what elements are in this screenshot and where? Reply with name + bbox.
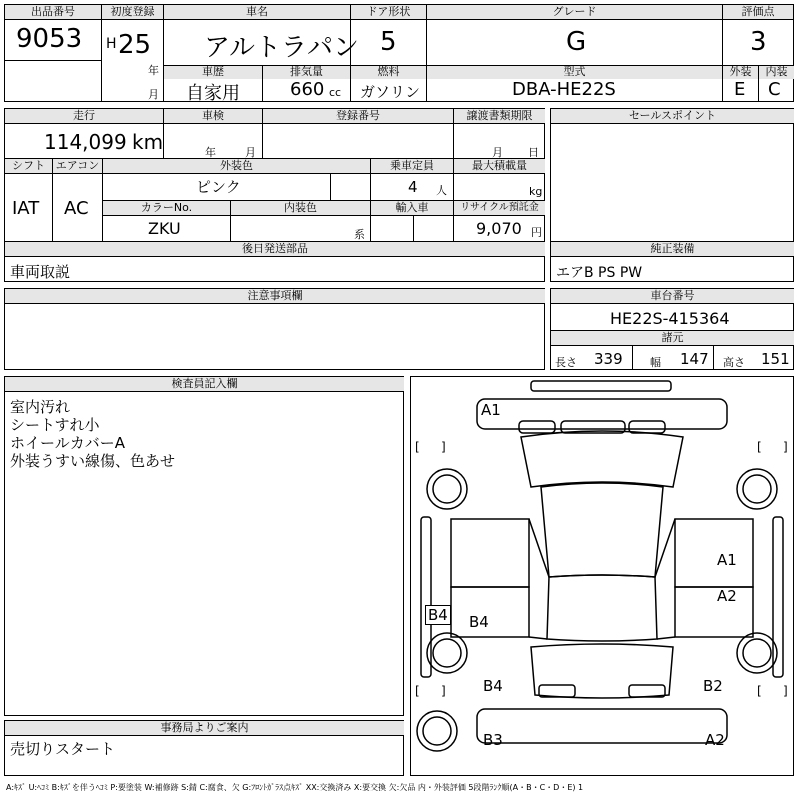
door: 5 <box>380 27 397 57</box>
inspector-line-4: 外装うすい線傷、色あせ <box>10 452 176 470</box>
svg-text:[: [ <box>415 684 420 698</box>
recycle-label: リサイクル預託金 <box>454 201 545 216</box>
chassis-label: 車台番号 <box>551 289 794 304</box>
int-color-unit: 系 <box>354 228 365 241</box>
door-label: ドア形状 <box>351 5 426 20</box>
transfer-label: 譲渡書類期限 <box>454 109 545 124</box>
width: 147 <box>680 350 709 368</box>
grade-label: グレード <box>427 5 722 20</box>
shift-label: シフト <box>5 159 52 174</box>
displacement-unit: cc <box>329 86 342 99</box>
era: H <box>106 36 117 52</box>
inspector-label: 検査員記入欄 <box>5 377 404 392</box>
ext-color: ピンク <box>196 178 241 196</box>
recycle-unit: 円 <box>531 226 542 239</box>
car-name-label: 車名 <box>164 5 350 20</box>
mark-right-mid-a2: A2 <box>717 587 737 605</box>
first-reg-label: 初度登録 <box>102 5 163 20</box>
inspection-year-unit: 年 <box>205 146 216 159</box>
car-name: アルトラパン <box>204 33 359 63</box>
exterior-score: E <box>734 79 746 100</box>
model-label: 型式 <box>427 66 722 79</box>
later-parts-label: 後日発送部品 <box>5 242 545 257</box>
mark-right-front-a1: A1 <box>717 551 737 569</box>
office-text: 売切りスタート <box>10 740 116 758</box>
exterior-label: 外装 <box>723 66 758 79</box>
mileage-label: 走行 <box>5 109 163 124</box>
inspector-line-2: シートすれ小 <box>10 416 100 434</box>
fuel-label: 燃料 <box>351 66 426 79</box>
svg-text:[: [ <box>757 684 762 698</box>
month-unit: 月 <box>148 88 159 101</box>
score-label: 評価点 <box>723 5 793 20</box>
score: 3 <box>750 27 767 57</box>
inspector-line-3: ホイールカバーA <box>10 434 125 452</box>
reg-no-label: 登録番号 <box>263 109 453 124</box>
svg-text:]: ] <box>441 440 446 454</box>
load-unit: kg <box>529 185 543 198</box>
legend: A:ｷｽﾞ U:ﾍｺﾐ B:ｷｽﾞを伴うﾍｺﾐ P:要塗装 W:補修跡 S:錆 C:腐食、欠 G:ﾌﾛﾝﾄｶﾞﾗｽ点ｷｽﾞ XX:交換済み X:要交換 欠:欠品 内・外装評価 5段階ﾗﾝｸ順(A・B・C・D・E) 1 <box>6 783 584 792</box>
specs-label: 諸元 <box>551 331 794 346</box>
displacement: 660 <box>290 79 325 100</box>
svg-text:[: [ <box>757 440 762 454</box>
height-label: 高さ <box>723 356 745 369</box>
recycle-fee: 9,070 <box>476 219 522 238</box>
lot-no: 9053 <box>16 24 83 54</box>
mileage-unit: km <box>132 130 164 154</box>
model: DBA-HE22S <box>512 79 616 100</box>
transfer-month-unit: 月 <box>492 146 503 159</box>
svg-text:]: ] <box>783 440 788 454</box>
mileage: 114,099 <box>44 130 127 154</box>
mark-left-rear-b4: B4 <box>483 677 503 695</box>
int-color-label: 内装色 <box>231 201 370 216</box>
mark-front-a1: A1 <box>481 401 501 419</box>
fuel: ガソリン <box>360 83 421 101</box>
mark-left-b4-outer: B4 <box>425 605 451 625</box>
color-no-label: カラーNo. <box>103 201 230 216</box>
car-outline-svg <box>411 377 793 775</box>
ext-color-label: 外装色 <box>103 159 370 174</box>
mark-left-b4-inner: B4 <box>469 613 489 631</box>
width-label: 幅 <box>650 356 661 369</box>
capacity-label: 乗車定員 <box>371 159 453 174</box>
svg-text:]: ] <box>441 684 446 698</box>
svg-text:[: [ <box>415 440 420 454</box>
ac: AC <box>64 198 89 219</box>
grade: G <box>566 27 587 57</box>
shift: IAT <box>12 198 40 219</box>
displacement-label: 排気量 <box>263 66 350 79</box>
chassis-no: HE22S-415364 <box>610 309 730 328</box>
ac-label: エアコン <box>53 159 102 174</box>
mark-back-a2: A2 <box>705 731 725 749</box>
sales-point-label: セールスポイント <box>551 109 794 124</box>
height: 151 <box>761 350 790 368</box>
length: 339 <box>594 350 623 368</box>
mark-back-b3: B3 <box>483 731 503 749</box>
office-label: 事務局よりご案内 <box>5 721 404 736</box>
equipment-label: 純正装備 <box>551 242 794 257</box>
inspection-month-unit: 月 <box>245 146 256 159</box>
car-diagram <box>410 376 794 776</box>
lot-no-label: 出品番号 <box>5 5 101 20</box>
inspection-label: 車検 <box>164 109 262 124</box>
color-no: ZKU <box>148 219 181 238</box>
history-label: 車歴 <box>164 66 262 79</box>
load-label: 最大積載量 <box>454 159 545 174</box>
interior-label: 内装 <box>759 66 794 79</box>
capacity-unit: 人 <box>436 184 447 197</box>
import-label: 輸入車 <box>371 201 453 216</box>
length-label: 長さ <box>555 356 577 369</box>
later-parts: 車両取説 <box>10 263 71 281</box>
year-unit: 年 <box>148 64 159 77</box>
equipment: エアB PS PW <box>556 265 643 281</box>
notes-label: 注意事項欄 <box>5 289 545 304</box>
history: 自家用 <box>186 83 240 104</box>
transfer-day-unit: 日 <box>528 146 539 159</box>
mark-right-rear-b2: B2 <box>703 677 723 695</box>
svg-text:]: ] <box>783 684 788 698</box>
reg-year: 25 <box>118 30 152 60</box>
interior-score: C <box>768 79 781 100</box>
inspector-line-1: 室内汚れ <box>10 398 71 416</box>
capacity: 4 <box>408 178 418 196</box>
